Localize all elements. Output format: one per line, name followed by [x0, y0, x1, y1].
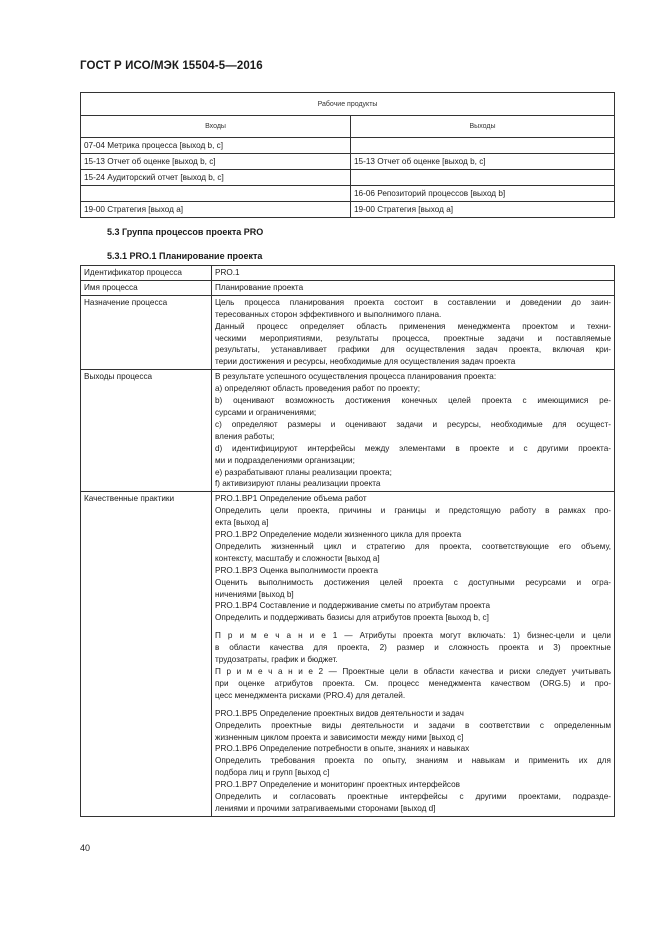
process-table: [80, 265, 615, 817]
text-line: жизненным циклом проекта и зависимости между ними [выход c]: [215, 732, 464, 742]
table-row: [81, 266, 615, 281]
text-line: PRO.1.BP2 Определение модели жизненного цикла для проекта: [215, 530, 462, 540]
text-line: Определить требования проекта по опыту, знаниям и навыкам и применить их для: [215, 756, 611, 766]
text-line: Определить проектные виды деятельности и задачи в соответствии с определенным: [215, 720, 611, 730]
process-purpose-text: [212, 295, 615, 369]
table-row: [81, 370, 615, 492]
section-heading-5-3: 5.3 Группа процессов проекта PRO: [107, 227, 264, 237]
column-header-outputs: Выходы: [351, 116, 615, 138]
process-outcomes-text: [212, 370, 615, 492]
text-line: тересованных сторон эффективного и выполнимого плана.: [215, 309, 442, 319]
page-number: 40: [80, 843, 91, 853]
text-line: PRO.1.BP4 Составление и поддерживание сметы по атрибутам проекта: [215, 601, 491, 611]
text-line: PRO.1.BP7 Определение и мониторинг проектных интерфейсов: [215, 780, 460, 790]
text-line: подбора лиц и групп [выход c]: [215, 768, 330, 778]
output-cell: 16-06 Репозиторий процессов [выход b]: [351, 186, 615, 202]
text-line: лениями и прочими затрагиваемыми сторонами [выход d]: [215, 803, 436, 813]
table-caption-row: [81, 93, 615, 116]
text-line: f) активизируют планы реализации проекта: [215, 479, 381, 489]
output-cell: 19-00 Стратегия [выход a]: [351, 202, 615, 218]
table-row: [81, 170, 615, 186]
table-row: [81, 295, 615, 369]
text-line: Определить жизненный цикл и стратегию для проекта, соответствующие его объему,: [215, 541, 611, 551]
table-row: [81, 280, 615, 295]
text-line: Определить и поддерживать базисы для атрибутов проекта [выход b, c]: [215, 613, 489, 623]
text-line: ми и подразделениями организации;: [215, 455, 355, 465]
text-line: Данный процесс определяет область применения менеджмента проектом и техни-: [215, 321, 611, 331]
text-line: Цель процесса планирования проекта состоит в составлении и доведении до заин-: [215, 297, 611, 307]
text-line: ческими мероприятиями, результаты процесса, проектные задачи и поставляемые: [215, 333, 611, 343]
output-cell: 15-13 Отчет об оценке [выход b, c]: [351, 154, 615, 170]
note-line: при оценке атрибутов проекта. См. процесс менеджмента качеством (ORG.5) и про-: [215, 678, 611, 688]
work-products-caption: Рабочие продукты: [81, 93, 615, 116]
input-cell: 07-04 Метрика процесса [выход b, c]: [81, 138, 351, 154]
text-line: a) определяют область проведения работ по проекту;: [215, 384, 421, 394]
work-products-table: [80, 92, 615, 218]
input-cell: [81, 186, 351, 202]
text-line: PRO.1.BP1 Определение объема работ: [215, 494, 367, 504]
note-line: П р и м е ч а н и е 2 — Проектные цели в области качества и риски следует учитывать: [215, 667, 611, 676]
process-id-label: Идентификатор процесса: [81, 266, 212, 281]
text-line: c) определяют размеры и оценивают задачи и ресурсы, необходимые для осущест-: [215, 419, 611, 429]
text-line: контексту, масштабу и сложности [выход a]: [215, 553, 380, 563]
table-row: [81, 154, 615, 170]
note-line: П р и м е ч а н и е 1 — Атрибуты проекта могут включать: 1) бизнес-цели и цели: [215, 631, 611, 641]
text-line: сурсами и ограничениями;: [215, 407, 317, 417]
process-name-value: Планирование проекта: [212, 280, 615, 295]
text-line: ничениями [выход b]: [215, 589, 294, 599]
output-cell: [351, 170, 615, 186]
table-row: [81, 492, 615, 817]
table-row: [81, 202, 615, 218]
text-line: b) оценивают возможность достижения конечных целей проекта с имеющимися ре-: [215, 396, 611, 406]
text-line: Определить и согласовать проектные интерфейсы с другими проектами, подразде-: [215, 792, 611, 802]
document-header: ГОСТ Р ИСО/МЭК 15504-5—2016: [80, 60, 263, 72]
process-outcomes-label: Выходы процесса: [81, 370, 212, 492]
process-id-value: PRO.1: [212, 266, 615, 281]
process-practices-label: Качественные практики: [81, 492, 212, 817]
text-line: терии достижения и ресурсы, необходимые для осуществления задач проекта: [215, 357, 516, 367]
text-line: PRO.1.BP5 Определение проектных видов деятельности и задач: [215, 708, 464, 718]
text-line: В результате успешного осуществления процесса планирования проекта:: [215, 372, 497, 382]
note-line: в области качества для проекта, 2) размер и сложность проекта и 3) проектные: [215, 643, 611, 653]
table-row: [81, 138, 615, 154]
input-cell: 15-13 Отчет об оценке [выход b, c]: [81, 154, 351, 170]
text-line: Оценить выполнимость достижения целей проекта с доступными ресурсами и огра-: [215, 577, 611, 587]
section-heading-5-3-1: 5.3.1 PRO.1 Планирование проекта: [107, 251, 263, 261]
table-row: [81, 186, 615, 202]
text-line: PRO.1.BP3 Оценка выполнимости проекта: [215, 565, 378, 575]
table-header-row: [81, 116, 615, 138]
text-line: Определить цели проекта, причины и границы и предстоящую работу в рамках про-: [215, 506, 611, 516]
text-line: d) идентифицируют интерфейсы между элементами в проекте и с другими проекта-: [215, 443, 611, 453]
text-line: PRO.1.BP6 Определение потребности в опыте, знаниях и навыках: [215, 744, 470, 754]
note-line: трудозатраты, график и бюджет.: [215, 655, 338, 665]
process-name-label: Имя процесса: [81, 280, 212, 295]
process-purpose-label: Назначение процесса: [81, 295, 212, 369]
input-cell: 19-00 Стратегия [выход a]: [81, 202, 351, 218]
text-line: результаты, устанавливает графики для осуществления задач проекта, включая кри-: [215, 345, 611, 355]
input-cell: 15-24 Аудиторский отчет [выход b, c]: [81, 170, 351, 186]
text-line: екта [выход a]: [215, 518, 269, 528]
output-cell: [351, 138, 615, 154]
column-header-inputs: Входы: [81, 116, 351, 138]
text-line: e) разрабатывают планы реализации проекта;: [215, 467, 392, 477]
note-line: цесс менеджмента рисками (PRO.4) для деталей.: [215, 690, 406, 700]
process-practices-text: [212, 492, 615, 817]
text-line: вления работы;: [215, 431, 275, 441]
